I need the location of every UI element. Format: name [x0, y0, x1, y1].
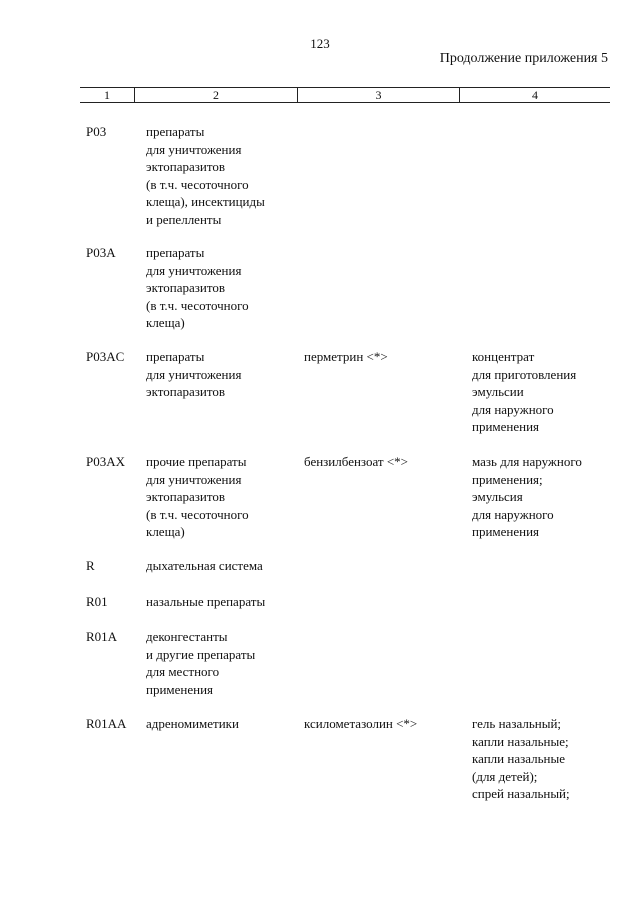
drug-name [304, 348, 464, 366]
atc-code: R01 [86, 594, 108, 609]
pharmacological-group-line: и репелленты [146, 211, 222, 227]
atc-code: R [86, 558, 95, 573]
pharmacological-group-line: эктопаразитов [146, 280, 225, 295]
pharmacological-group-line: для уничтожения [146, 471, 242, 487]
pharmacological-group [146, 557, 298, 575]
pharmacological-group-line: клеща), инсектициды [146, 194, 265, 209]
column-header-4: 4 [532, 88, 538, 102]
atc-code: P03AC [86, 349, 125, 364]
pharmacological-group-line: препараты [146, 349, 205, 364]
dosage-form [472, 348, 612, 436]
pharmacological-group [146, 123, 298, 228]
atc-code: P03A [86, 245, 116, 260]
page-number: 123 [310, 36, 330, 51]
column-header-row [80, 87, 610, 103]
pharmacological-group-line: клеща) [146, 315, 185, 330]
dosage-form-line: гель назальный; [472, 716, 562, 731]
pharmacological-group-line: эктопаразитов [146, 384, 225, 399]
dosage-form-line: применения [472, 419, 540, 434]
drug-name-line: перметрин <*> [304, 349, 388, 364]
dosage-form-line: капли назальные; [472, 733, 569, 749]
dosage-form-line: применения; [472, 471, 543, 487]
drug-name-line: ксилометазолин <*> [304, 716, 418, 731]
pharmacological-group-line: назальные препараты [146, 594, 266, 609]
pharmacological-group-line: эктопаразитов [146, 489, 225, 504]
column-header-3: 3 [298, 88, 460, 102]
dosage-form-line: для наружного [472, 506, 554, 522]
pharmacological-group [146, 244, 298, 332]
pharmacological-group-line: прочие препараты [146, 454, 247, 469]
pharmacological-group [146, 593, 298, 611]
dosage-form-line: спрей назальный; [472, 786, 570, 801]
dosage-form-line: концентрат [472, 349, 535, 364]
pharmacological-group-line: (в т.ч. чесоточного [146, 297, 249, 313]
drug-name [304, 715, 464, 733]
dosage-form-line: для наружного [472, 401, 554, 417]
pharmacological-group [146, 628, 298, 698]
dosage-form-line: эмульсии [472, 384, 524, 399]
pharmacological-group-line: применения [146, 681, 214, 697]
pharmacological-group [146, 348, 298, 401]
drug-name [304, 453, 464, 471]
pharmacological-group-line: адреномиметики [146, 716, 239, 731]
continuation-title: Продолжение приложения 5 [439, 51, 608, 66]
pharmacological-group-line: для уничтожения [146, 141, 242, 157]
dosage-form-line: применения [472, 524, 540, 539]
dosage-form [472, 453, 612, 541]
column-header-1: 1 [80, 88, 135, 102]
pharmacological-group-line: деконгестанты [146, 629, 228, 644]
pharmacological-group-line: дыхательная система [146, 558, 263, 573]
dosage-form-line: для приготовления [472, 366, 577, 382]
pharmacological-group-line: препараты [146, 245, 205, 260]
atc-code: P03 [86, 124, 107, 139]
pharmacological-group-line: (в т.ч. чесоточного [146, 506, 249, 522]
atc-code: R01AA [86, 716, 127, 731]
pharmacological-group-line: препараты [146, 124, 205, 139]
pharmacological-group-line: (в т.ч. чесоточного [146, 176, 249, 192]
pharmacological-group [146, 453, 298, 541]
dosage-form-line: эмульсия [472, 489, 523, 504]
pharmacological-group-line: для уничтожения [146, 366, 242, 382]
atc-code: P03AX [86, 454, 126, 469]
pharmacological-group-line: для уничтожения [146, 262, 242, 278]
dosage-form-line: (для детей); [472, 768, 538, 784]
pharmacological-group [146, 715, 298, 733]
atc-code: R01A [86, 629, 118, 644]
column-header-2: 2 [135, 88, 298, 102]
dosage-form-line: мазь для наружного [472, 454, 582, 469]
pharmacological-group-line: эктопаразитов [146, 159, 225, 174]
dosage-form-line: капли назальные [472, 751, 565, 766]
pharmacological-group-line: клеща) [146, 524, 185, 539]
drug-name-line: бензилбензоат <*> [304, 454, 409, 469]
pharmacological-group-line: для местного [146, 664, 220, 679]
dosage-form [472, 715, 612, 803]
pharmacological-group-line: и другие препараты [146, 646, 256, 662]
